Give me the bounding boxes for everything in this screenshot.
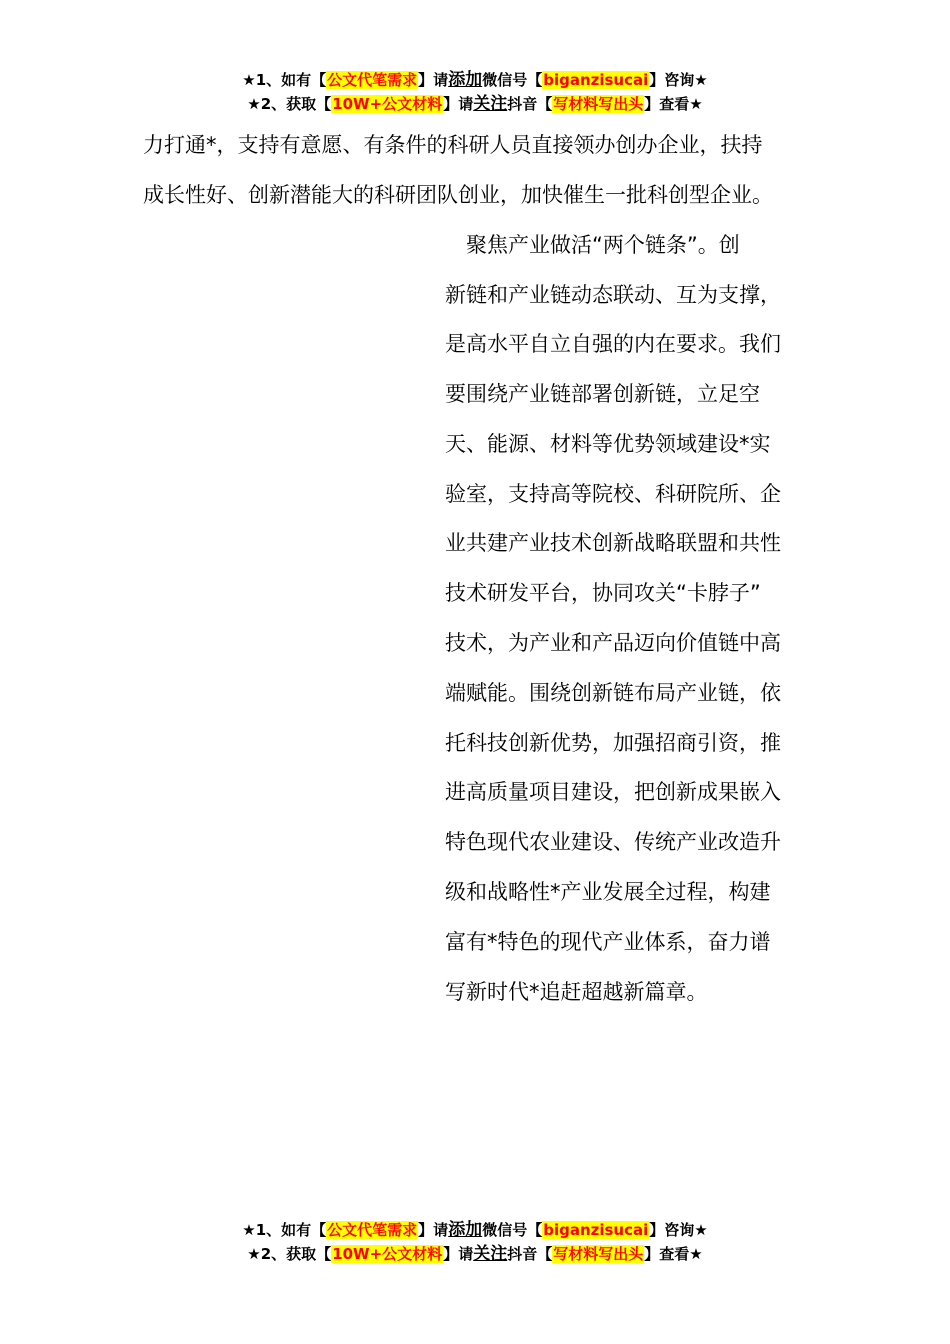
banner-text: 】请	[418, 1221, 449, 1239]
banner-line-1	[0, 68, 950, 92]
section-heading-line: 聚焦产业做活“两个链条”。创	[445, 233, 740, 257]
banner-line-2	[0, 92, 950, 116]
banner-text: 微信号【	[482, 71, 543, 89]
section-line: 进高质量项目建设，把创新成果嵌入	[445, 780, 781, 804]
banner-text: ★2、获取【	[247, 95, 332, 113]
banner-text: ★1、如有【	[242, 71, 327, 89]
banner-emphasis: 添加	[448, 70, 483, 90]
banner-emphasis: 关注	[473, 94, 508, 114]
highlight-wechat-id: biganzisucai	[543, 1221, 649, 1239]
section-line: 端赋能。围绕创新链布局产业链，依	[445, 681, 781, 705]
section-line: 富有*特色的现代产业体系，奋力谱	[445, 930, 771, 954]
section-line: 是高水平自立自强的内在要求。我们	[445, 332, 781, 356]
intro-line: 成长性好、创新潜能大的科研团队创业，加快催生一批科创型企业。	[143, 183, 773, 207]
highlight-service: 公文代笔需求	[327, 1221, 418, 1239]
banner-text: 】咨询★	[649, 71, 708, 89]
banner-text: ★1、如有【	[242, 1221, 327, 1239]
banner-text: 】请	[443, 95, 474, 113]
section-line: 特色现代农业建设、传统产业改造升	[445, 830, 781, 854]
banner-line-2	[0, 1242, 950, 1266]
banner-text: 】查看★	[644, 1245, 703, 1263]
section-line: 验室，支持高等院校、科研院所、企	[445, 482, 781, 506]
highlight-douyin: 写材料写出头	[553, 1245, 644, 1263]
highlight-douyin: 写材料写出头	[553, 95, 644, 113]
banner-emphasis: 添加	[448, 1220, 483, 1240]
section-line: 技术，为产业和产品迈向价值链中高	[445, 631, 781, 655]
section-line: 业共建产业技术创新战略联盟和共性	[445, 531, 781, 555]
section-line: 写新时代*追赶超越新篇章。	[445, 980, 708, 1004]
banner-text: 抖音【	[507, 1245, 553, 1263]
highlight-materials: 10W+公文材料	[332, 95, 443, 113]
header-banner	[0, 68, 950, 116]
banner-text: 】请	[418, 71, 449, 89]
banner-text: 微信号【	[482, 1221, 543, 1239]
section-line: 托科技创新优势，加强招商引资，推	[445, 731, 781, 755]
section-line: 要围绕产业链部署创新链，立足空	[445, 382, 760, 406]
section-line: 天、能源、材料等优势领域建设*实	[445, 432, 771, 456]
banner-text: 】咨询★	[649, 1221, 708, 1239]
section-line: 级和战略性*产业发展全过程，构建	[445, 880, 771, 904]
banner-text: 】查看★	[644, 95, 703, 113]
section-line: 新链和产业链动态联动、互为支撑，	[445, 283, 781, 307]
banner-line-1	[0, 1218, 950, 1242]
intro-line: 力打通*，支持有意愿、有条件的科研人员直接领办创办企业，扶持	[143, 133, 763, 157]
banner-text: 抖音【	[507, 95, 553, 113]
banner-text: ★2、获取【	[247, 1245, 332, 1263]
section-line: 技术研发平台，协同攻关“卡脖子”	[445, 581, 761, 605]
banner-text: 】请	[443, 1245, 474, 1263]
highlight-wechat-id: biganzisucai	[543, 71, 649, 89]
footer-banner	[0, 1218, 950, 1266]
banner-emphasis: 关注	[473, 1244, 508, 1264]
highlight-materials: 10W+公文材料	[332, 1245, 443, 1263]
highlight-service: 公文代笔需求	[327, 71, 418, 89]
